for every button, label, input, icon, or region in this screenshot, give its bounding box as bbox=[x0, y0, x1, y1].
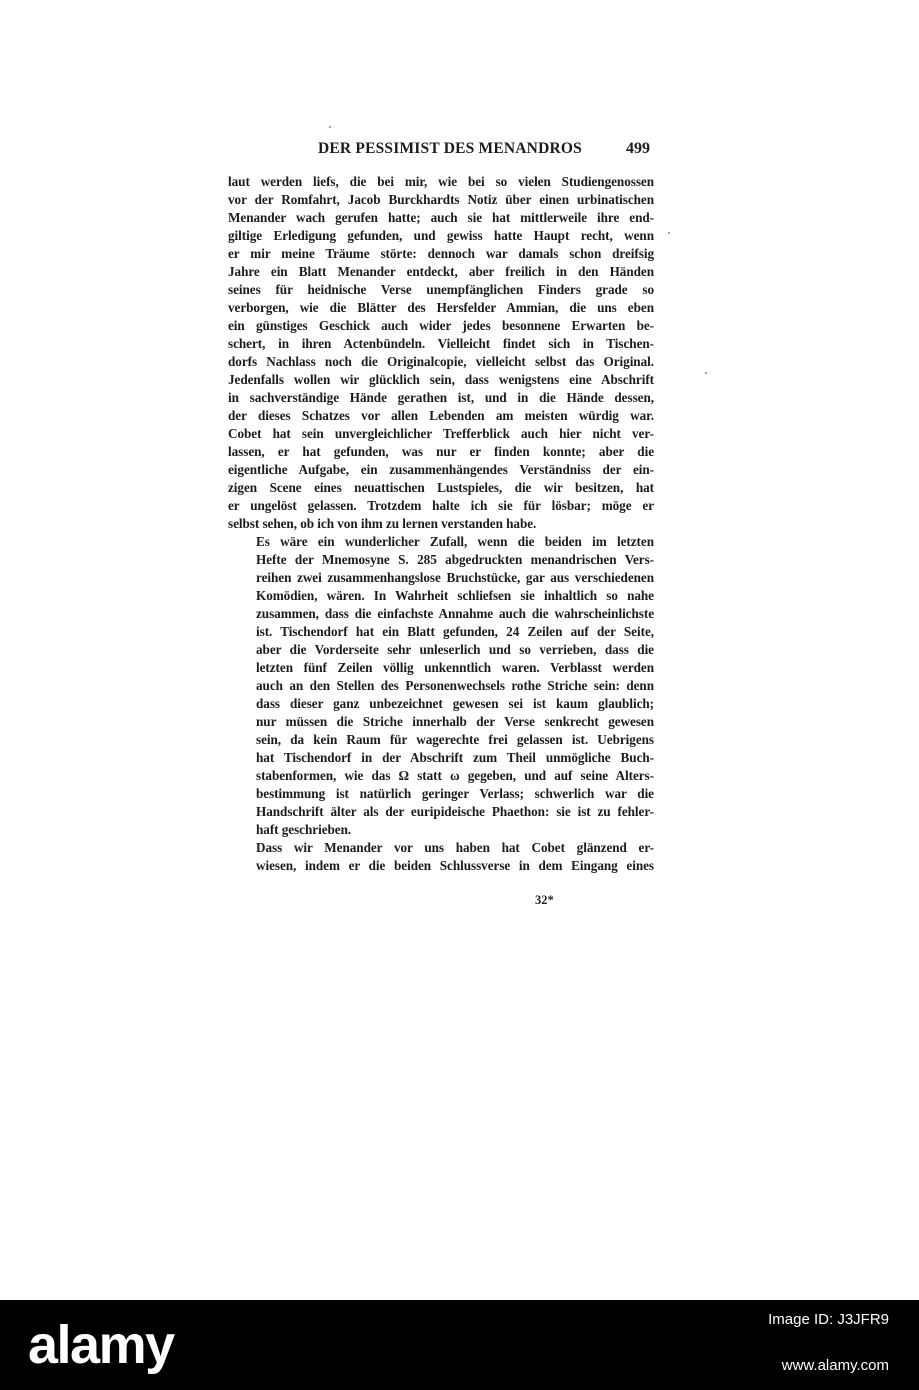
text-line: er ungelöst gelassen. Trotzdem halte ich sie für lösbar; möge er bbox=[228, 498, 654, 513]
signature-mark: 32* bbox=[535, 893, 554, 907]
paragraph bbox=[228, 173, 654, 533]
text-line: Menander wach gerufen hatte; auch sie hat mittlerweile ihre end- bbox=[228, 210, 654, 225]
text-line: haft geschrieben. bbox=[256, 822, 352, 837]
text-line: hat Tischendorf in der Abschrift zum Theil unmögliche Buch- bbox=[256, 750, 654, 765]
text-line: wiesen, indem er die beiden Schlussverse in dem Eingang eines bbox=[256, 858, 654, 873]
text-line: zusammen, dass die einfachste Annahme auch die wahrscheinlichste bbox=[256, 606, 654, 621]
text-line: Es wäre ein wunderlicher Zufall, wenn die beiden im letzten bbox=[256, 534, 654, 549]
image-id-block bbox=[768, 1310, 889, 1376]
text-line: Jahre ein Blatt Menander entdeckt, aber freilich in den Händen bbox=[228, 264, 654, 279]
scan-speck bbox=[668, 232, 670, 234]
text-line: laut werden liefs, die bei mir, wie bei so vielen Studiengenossen bbox=[228, 174, 654, 189]
text-line: eigentliche Aufgabe, ein zusammenhängendes Verständniss der ein- bbox=[228, 462, 654, 477]
page-header bbox=[228, 140, 654, 162]
text-line: ein günstiges Geschick auch wider jedes besonnene Erwarten be- bbox=[228, 318, 654, 333]
text-line: Komödien, wären. In Wahrheit schliefsen sie inhaltlich so nahe bbox=[256, 588, 654, 603]
text-line: letzten fünf Zeilen völlig unkenntlich waren. Verblasst werden bbox=[256, 660, 654, 675]
page-number: 499 bbox=[626, 140, 650, 157]
text-line: Hefte der Mnemosyne S. 285 abgedruckten menandrischen Vers- bbox=[256, 552, 654, 567]
paragraph bbox=[228, 839, 654, 875]
text-line: zigen Scene eines neuattischen Lustspieles, die wir besitzen, hat bbox=[228, 480, 654, 495]
text-line: dass dieser ganz unbezeichnet gewesen sei ist kaum glaublich; bbox=[256, 696, 654, 711]
text-line: aber die Vorderseite sehr unleserlich und so verrieben, dass die bbox=[256, 642, 654, 657]
scan-speck bbox=[705, 372, 707, 374]
running-title: DER PESSIMIST DES MENANDROS bbox=[318, 140, 582, 157]
text-line: schert, in ihren Actenbündeln. Vielleicht findet sich in Tischen- bbox=[228, 336, 654, 351]
text-line: auch an den Stellen des Personenwechsels rothe Striche sein: denn bbox=[256, 678, 654, 693]
text-line: der dieses Schatzes vor allen Lebenden am meisten würdig war. bbox=[228, 408, 654, 423]
alamy-logo: alamy bbox=[28, 1315, 174, 1375]
text-line: lassen, er hat gefunden, was nur er finden konnte; aber die bbox=[228, 444, 654, 459]
text-line: nur müssen die Striche innerhalb der Verse senkrecht gewesen bbox=[256, 714, 654, 729]
text-line: seines für heidnische Verse unempfänglichen Finders grade so bbox=[228, 282, 654, 297]
text-line: reihen zwei zusammenhangslose Bruchstücke, gar aus verschiedenen bbox=[256, 570, 654, 585]
text-line: verborgen, wie die Blätter des Hersfelder Ammian, die uns eben bbox=[228, 300, 654, 315]
image-id: Image ID: J3JFR9 bbox=[768, 1311, 889, 1328]
watermark-banner bbox=[0, 1300, 919, 1390]
text-line: giltige Erledigung gefunden, und gewiss hatte Haupt recht, wenn bbox=[228, 228, 654, 243]
text-line: er mir meine Träume störte: dennoch war damals schon dreifsig bbox=[228, 246, 654, 261]
text-line: ist. Tischendorf hat ein Blatt gefunden, 24 Zeilen auf der Seite, bbox=[256, 624, 654, 639]
text-line: Jedenfalls wollen wir glücklich sein, dass wenigstens eine Abschrift bbox=[228, 372, 654, 387]
scan-speck bbox=[329, 126, 331, 128]
text-line: sein, da kein Raum für wagerechte frei gelassen ist. Uebrigens bbox=[256, 732, 654, 747]
text-line: Cobet hat sein unvergleichlicher Trefferblick auch hier nicht ver- bbox=[228, 426, 654, 441]
text-line: vor der Romfahrt, Jacob Burckhardts Notiz über einen urbinatischen bbox=[228, 192, 654, 207]
text-line: Handschrift älter als der euripideische Phaethon: sie ist zu fehler- bbox=[256, 804, 654, 819]
text-line: selbst sehen, ob ich von ihm zu lernen verstanden habe. bbox=[228, 516, 537, 531]
text-line: in sachverständige Hände gerathen ist, und in die Hände dessen, bbox=[228, 390, 654, 405]
text-line: bestimmung ist natürlich geringer Verlass; schwerlich war die bbox=[256, 786, 654, 801]
paragraph bbox=[228, 533, 654, 839]
text-line: dorfs Nachlass noch die Originalcopie, vielleicht selbst das Original. bbox=[228, 354, 654, 369]
watermark-url: www.alamy.com bbox=[781, 1357, 889, 1374]
text-line: stabenformen, wie das Ω statt ω gegeben, und auf seine Alters- bbox=[256, 768, 654, 783]
text-line: Dass wir Menander vor uns haben hat Cobet glänzend er- bbox=[256, 840, 654, 855]
body-text bbox=[228, 173, 654, 875]
